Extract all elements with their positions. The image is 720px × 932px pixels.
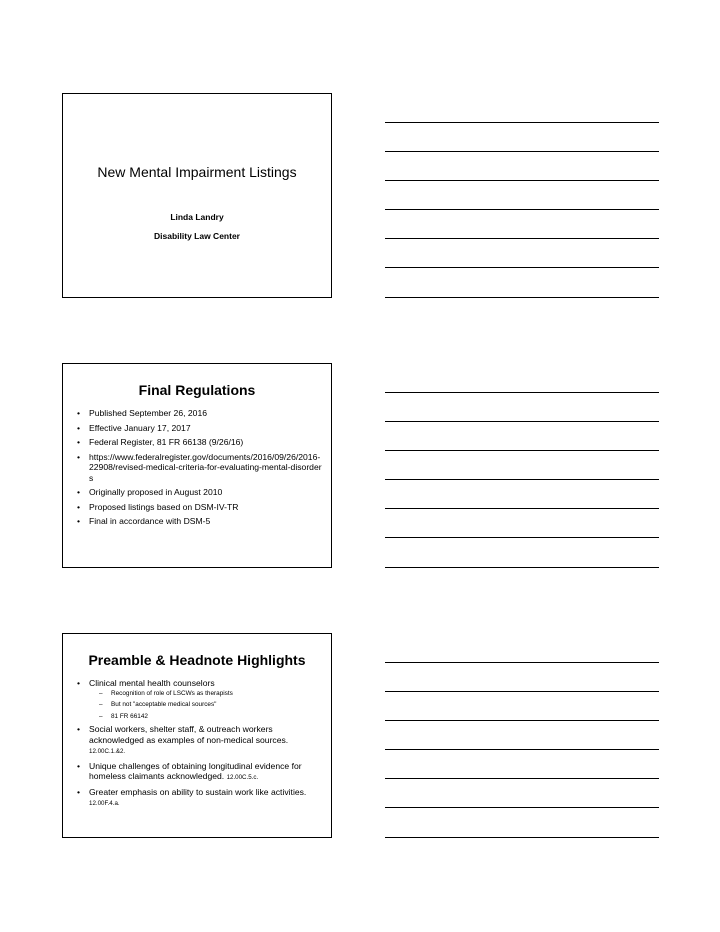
notes-line <box>385 238 659 239</box>
bullet-item: • Effective January 17, 2017 <box>73 423 323 434</box>
bullet-text: Clinical mental health counselors <box>89 678 215 688</box>
slide-1-author: Linda Landry <box>170 212 224 222</box>
notes-line <box>385 267 659 268</box>
notes-line <box>385 662 659 663</box>
notes-line <box>385 567 659 568</box>
slide-3-title: Preamble & Headnote Highlights <box>88 652 306 668</box>
slide-3 <box>62 633 332 838</box>
notes-line <box>385 297 659 298</box>
bullet-text: Social workers, shelter staff, & outreach workers acknowledged as examples of non-medical sources. <box>89 724 289 745</box>
notes-line <box>385 508 659 509</box>
sub-bullet-item: – Recognition of role of LSCWs as therapists <box>99 690 323 699</box>
notes-line <box>385 837 659 838</box>
notes-line <box>385 720 659 721</box>
notes-line <box>385 691 659 692</box>
sub-bullet-item: – 81 FR 66142 <box>99 713 323 722</box>
slide-2-title: Final Regulations <box>138 382 256 398</box>
bullet-citation: 12.00C.1.&2. <box>89 748 126 756</box>
bullet-item-url: • https://www.federalregister.gov/documents/2016/09/26/2016-22908/revised-medical-criteria-for-evaluating-mental-disorders <box>73 452 323 484</box>
bullet-item: • Final in accordance with DSM-5 <box>73 516 323 527</box>
bullet-item <box>73 787 323 810</box>
notes-line <box>385 209 659 210</box>
notes-line <box>385 122 659 123</box>
bullet-text: Unique challenges of obtaining longitudinal evidence for homeless claimants acknowledged. <box>89 760 302 782</box>
bullet-citation: 12.00F.4.a. <box>89 800 120 808</box>
notes-line <box>385 392 659 393</box>
slide-2-bullet-list <box>63 408 331 527</box>
notes-line <box>385 421 659 422</box>
bullet-item: • Originally proposed in August 2010 <box>73 487 323 498</box>
notes-line <box>385 778 659 779</box>
bullet-item: • Published September 26, 2016 <box>73 408 323 419</box>
bullet-item: • Federal Register, 81 FR 66138 (9/26/16) <box>73 437 323 448</box>
bullet-item <box>73 724 323 758</box>
bullet-text: Greater emphasis on ability to sustain work like activities. <box>89 786 307 797</box>
slide-1-title: New Mental Impairment Listings <box>97 164 297 180</box>
slide-1-organization: Disability Law Center <box>154 231 240 241</box>
bullet-citation: 12.00C.5.c. <box>226 774 259 782</box>
bullet-item <box>73 761 323 784</box>
slide-1 <box>62 93 332 298</box>
notes-line <box>385 180 659 181</box>
bullet-item <box>73 678 323 721</box>
sub-bullet-list <box>89 690 323 722</box>
slide-2 <box>62 363 332 568</box>
notes-line <box>385 807 659 808</box>
notes-line <box>385 450 659 451</box>
notes-line <box>385 537 659 538</box>
slide-3-bullet-list <box>63 678 331 810</box>
notes-line <box>385 151 659 152</box>
bullet-item: • Proposed listings based on DSM-IV-TR <box>73 502 323 513</box>
notes-line <box>385 479 659 480</box>
notes-line <box>385 749 659 750</box>
sub-bullet-item: – But not "acceptable medical sources" <box>99 701 323 710</box>
